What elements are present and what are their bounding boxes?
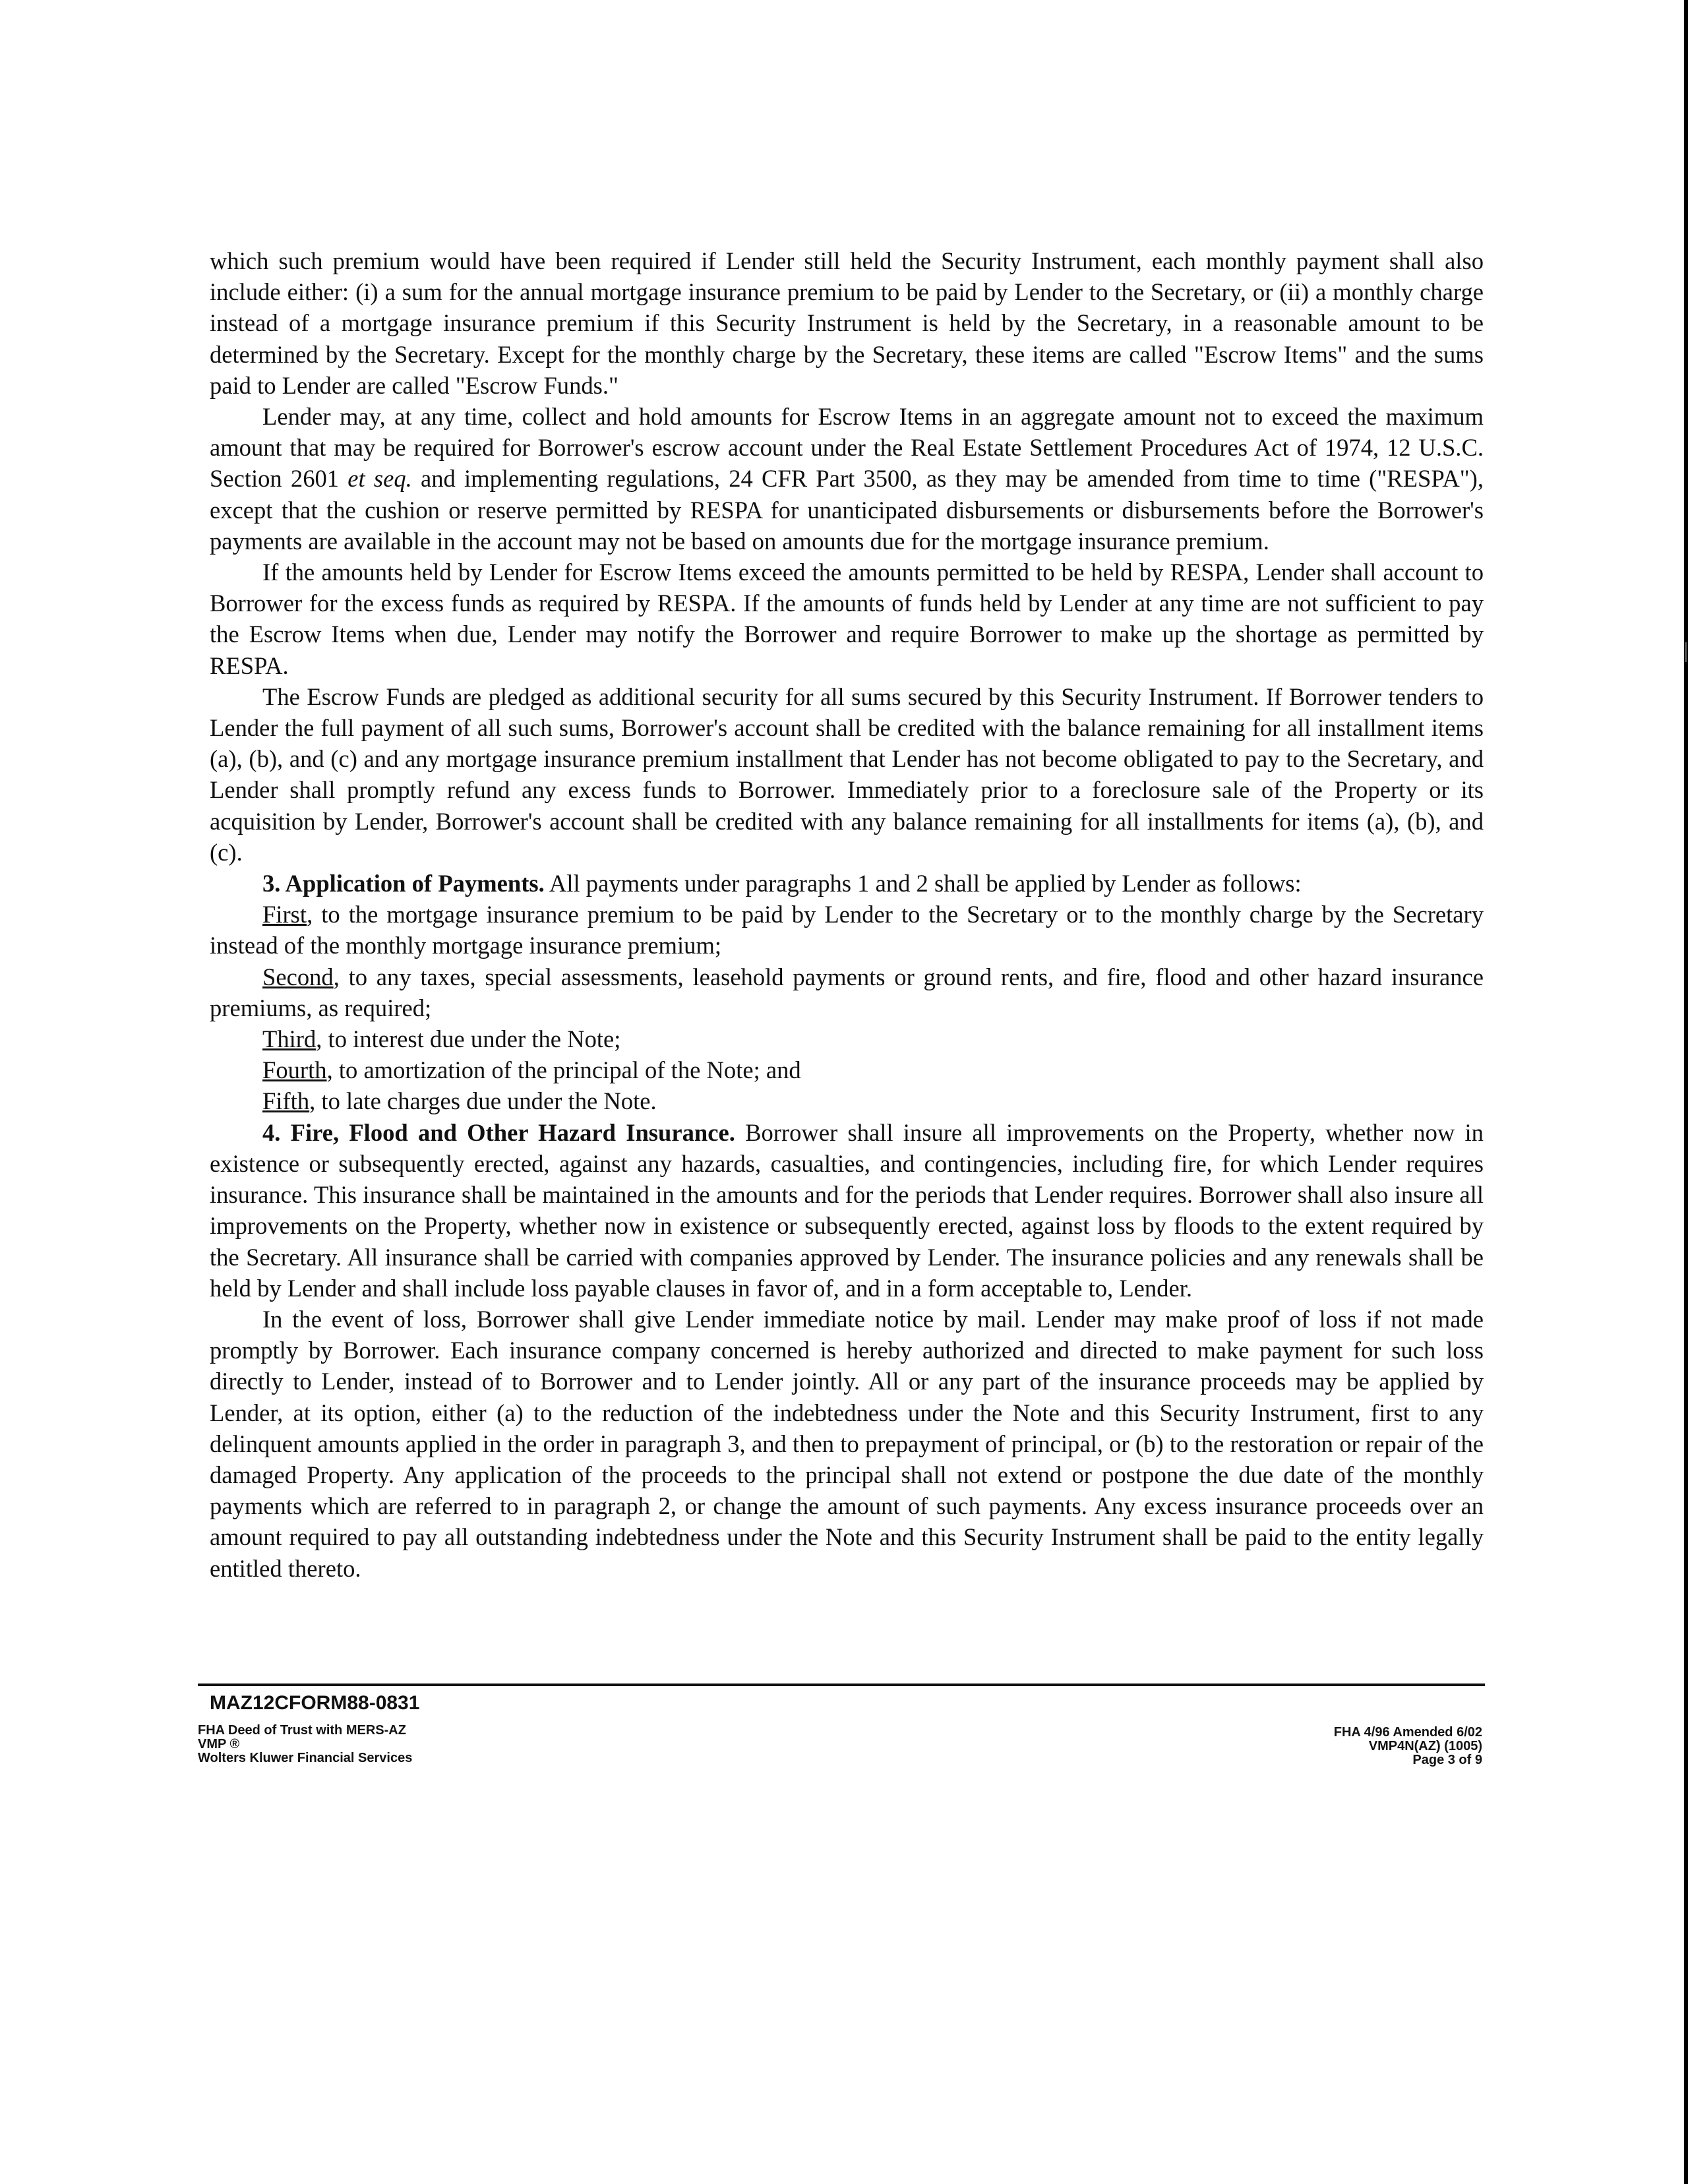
order-fifth-label: Fifth	[262, 1087, 310, 1115]
page-edge-bar	[1684, 0, 1688, 2184]
section-3-title: 3. Application of Payments.	[262, 870, 545, 897]
section-4-text: Borrower shall insure all improvements on the Property, whether now in existence or subsequently erected, against any hazards, casualties, and contingencies, including fire, for which Lender requires insurance. This insurance shall be maintained in the amounts and for the periods that Lender requires. Borrower shall also insure all improvements on the Property, whether now in existence or subsequently erected, against loss by floods to the extent required by the Secretary. All insurance shall be carried with companies approved by Lender. The insurance policies and any renewals shall be held by Lender and shall include loss payable clauses in favor of, and in a form acceptable to, Lender.	[210, 1118, 1484, 1302]
order-fourth	[210, 1054, 1484, 1085]
paragraph-escrow-limit-part1: Lender may, at any time, collect and hold amounts for Escrow Items in an aggregate amount not to exceed the maximum amount that may be required for Borrower's escrow account under the Real Estate Settlement Procedures Act of 1974, 12 U.S.C. Section 2601	[210, 403, 1484, 493]
footer-left	[198, 1724, 412, 1765]
section-3	[210, 868, 1484, 899]
paragraph-event-of-loss: In the event of loss, Borrower shall give Lender immediate notice by mail. Lender may make proof of loss if not made promptly by Borrower. Each insurance company concerned is hereby authorized and directed to make payment for such loss directly to Lender, instead of to Borrower and to Lender jointly. All or any part of the insurance proceeds may be applied by Lender, at its option, either (a) to the reduction of the indebtedness under the Note and this Security Instrument, first to any delinquent amounts applied in the order in paragraph 3, and then to prepayment of principal, or (b) to the restoration or repair of the damaged Property. Any application of the proceeds to the principal shall not extend or postpone the due date of the monthly payments which are referred to in paragraph 2, or change the amount of such payments. Any excess insurance proceeds over an amount required to pay all outstanding indebtedness under the Note and this Security Instrument shall be paid to the entity legally entitled thereto.	[210, 1305, 1484, 1582]
paragraph-escrow-pledged: The Escrow Funds are pledged as additional security for all sums secured by this Security Instrument. If Borrower tenders to Lender the full payment of all such sums, Borrower's account shall be credited with the balance remaining for all installment items (a), (b), and (c) and any mortgage insurance premium installment that Lender has not become obligated to pay to the Secretary, and Lender shall promptly refund any excess funds to Borrower. Immediately prior to a foreclosure sale of the Property or its acquisition by Lender, Borrower's account shall be credited with any balance remaining for all installments for items (a), (b), and (c).	[210, 682, 1484, 866]
order-fifth-text: , to late charges due under the Note.	[309, 1087, 657, 1115]
section-3-text: All payments under paragraphs 1 and 2 shall be applied by Lender as follows:	[549, 870, 1302, 897]
order-second	[210, 961, 1484, 1023]
footer-right-line: VMP4N(AZ) (1005)	[1368, 1739, 1482, 1753]
order-second-text: , to any taxes, special assessments, leasehold payments or ground rents, and fire, flood and other hazard insurance premiums, as required;	[210, 963, 1484, 1021]
order-fourth-text: , to amortization of the principal of the Note; and	[326, 1056, 801, 1084]
footer-left-line: VMP ®	[198, 1737, 240, 1751]
order-fourth-label: Fourth	[262, 1056, 327, 1084]
paragraph-excess-funds: If the amounts held by Lender for Escrow Items exceed the amounts permitted to be held by RESPA, Lender shall account to Borrower for the excess funds as required by RESPA. If the amounts of funds held by Lender at any time are not sufficient to pay the Escrow Items when due, Lender may notify the Borrower and require Borrower to make up the shortage as permitted by RESPA.	[210, 559, 1484, 679]
order-first	[210, 899, 1484, 961]
order-third	[210, 1023, 1484, 1054]
et-seq: et seq.	[347, 465, 412, 493]
order-fifth	[210, 1085, 1484, 1116]
order-second-label: Second	[262, 963, 334, 990]
paragraph-escrow-limit-part2: and implementing regulations, 24 CFR Part 3500, as they may be amended from time to time ("RESPA"), except that the cushion or reserve permitted by RESPA for unanticipated disbursements or disbursements before the Borrower's payments are available in the account may not be based on amounts due for the mortgage insurance premium.	[210, 465, 1484, 555]
section-4-title: 4. Fire, Flood and Other Hazard Insurance.	[262, 1118, 735, 1146]
order-first-text: , to the mortgage insurance premium to be paid by Lender to the Secretary or to the monthly charge by the Secretary instead of the monthly mortgage insurance premium;	[210, 901, 1484, 959]
margin-mark	[1685, 642, 1687, 662]
footer-left-line: FHA Deed of Trust with MERS-AZ	[198, 1723, 406, 1738]
page-number: Page 3 of 9	[1412, 1753, 1482, 1767]
paragraph-escrow-limit	[210, 401, 1484, 557]
footer-left-line: Wolters Kluwer Financial Services	[198, 1751, 413, 1765]
paragraph-escrow-items: which such premium would have been required if Lender still held the Security Instrument, each monthly payment shall also include either: (i) a sum for the annual mortgage insurance premium to be paid by Lender to the Secretary, or (ii) a monthly charge instead of a mortgage insurance premium if this Security Instrument is held by the Secretary, in a reasonable amount to be determined by the Secretary. Except for the monthly charge by the Secretary, these items are called "Escrow Items" and the sums paid to Lender are called "Escrow Funds."	[210, 247, 1484, 399]
order-third-label: Third	[262, 1025, 316, 1053]
section-4	[210, 1117, 1484, 1304]
order-third-text: , to interest due under the Note;	[316, 1025, 621, 1053]
order-first-label: First	[262, 901, 307, 928]
footer-right-line: FHA 4/96 Amended 6/02	[1333, 1725, 1482, 1740]
footer-rule	[198, 1684, 1485, 1686]
document-body	[210, 245, 1484, 1584]
form-code: MAZ12CFORM88-0831	[210, 1692, 420, 1714]
footer-right	[1334, 1726, 1482, 1767]
